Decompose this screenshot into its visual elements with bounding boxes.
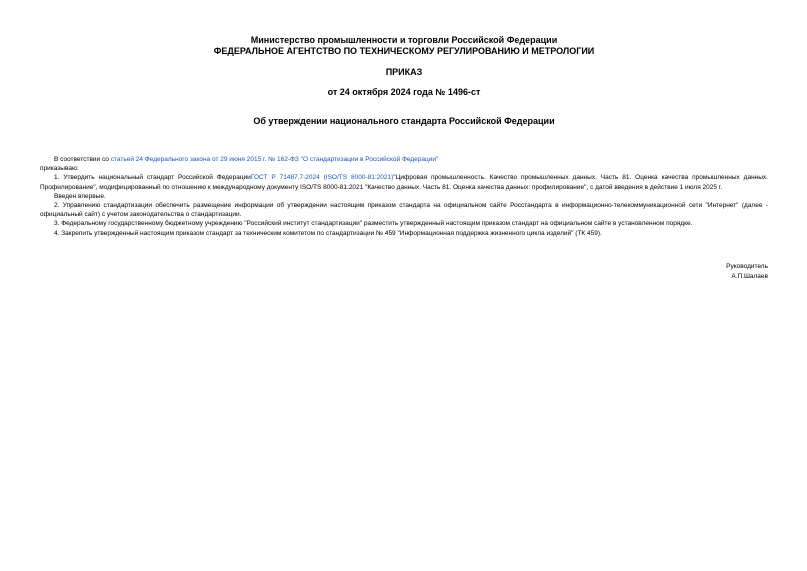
ministry-name: Министерство промышленности и торговли Российской Федерации [250,35,558,45]
order-date: от 24 октября 2024 года № 1496-ст [327,87,481,97]
order-subject: Об утверждении национального стандарта Российской Федерации [253,116,555,126]
p1-suffix: "Цифровая промышленность. Качество промышленных данных. Часть 81. Оценка качества промышленных данных. Профилирование", модифицированный по отношению к международному документу ISO/TS 8000-81:2021 "Качество данных. Часть 81. Оценка качества данных: профилирование", с датой введения в действие 1 июля 2025 г. [40,174,768,191]
standard-link[interactable]: ГОСТ Р 71487.7-2024 (ISO/TS 8000-81:2021) [250,174,394,182]
law-link[interactable]: статьей 24 Федерального закона от 29 июня 2015 г. № 162-ФЗ "О стандартизации в Российской Федерации" [110,156,439,163]
signatory-position: Руководитель [726,263,768,270]
intro-prefix: В соответствии со [54,156,111,163]
agency-name: ФЕДЕРАЛЬНОЕ АГЕНТСТВО ПО ТЕХНИЧЕСКОМУ РЕГУЛИРОВАНИЮ И МЕТРОЛОГИИ [213,46,595,56]
paragraph-3: 3. Федеральному государственному бюджетному учреждению "Российский институт стандартизации" разместить утвержденный настоящим приказом стандарт на официальном сайте в установленном порядке. [54,220,693,228]
order-title: ПРИКАЗ [385,67,423,77]
introduced-note: Введен впервые. [54,192,106,200]
paragraph-2: 2. Управлению стандартизации обеспечить размещение информации об утверждении настоящим приказом стандарта на официальном сайте Росстандарта в информационно-телекоммуникационной сети "Интернет" (далее - официальный сайт) с учетом законодательства о стандартизации. [40,202,768,219]
signature-block [726,262,768,282]
paragraph-4: 4. Закрепить утвержденный настоящим приказом стандарт за техническим комитетом по стандартизации № 459 "Информационная поддержка жизненного цикла изделий" (ТК 459). [54,229,602,237]
p1-prefix: 1. Утвердить национальный стандарт Российской Федерации [54,174,251,182]
order-body [40,155,768,238]
intro-paragraph [40,155,768,164]
paragraph-1 [40,173,768,191]
order-word: приказываю: [40,165,79,173]
signatory-name: А.П.Шалаев [731,273,768,280]
